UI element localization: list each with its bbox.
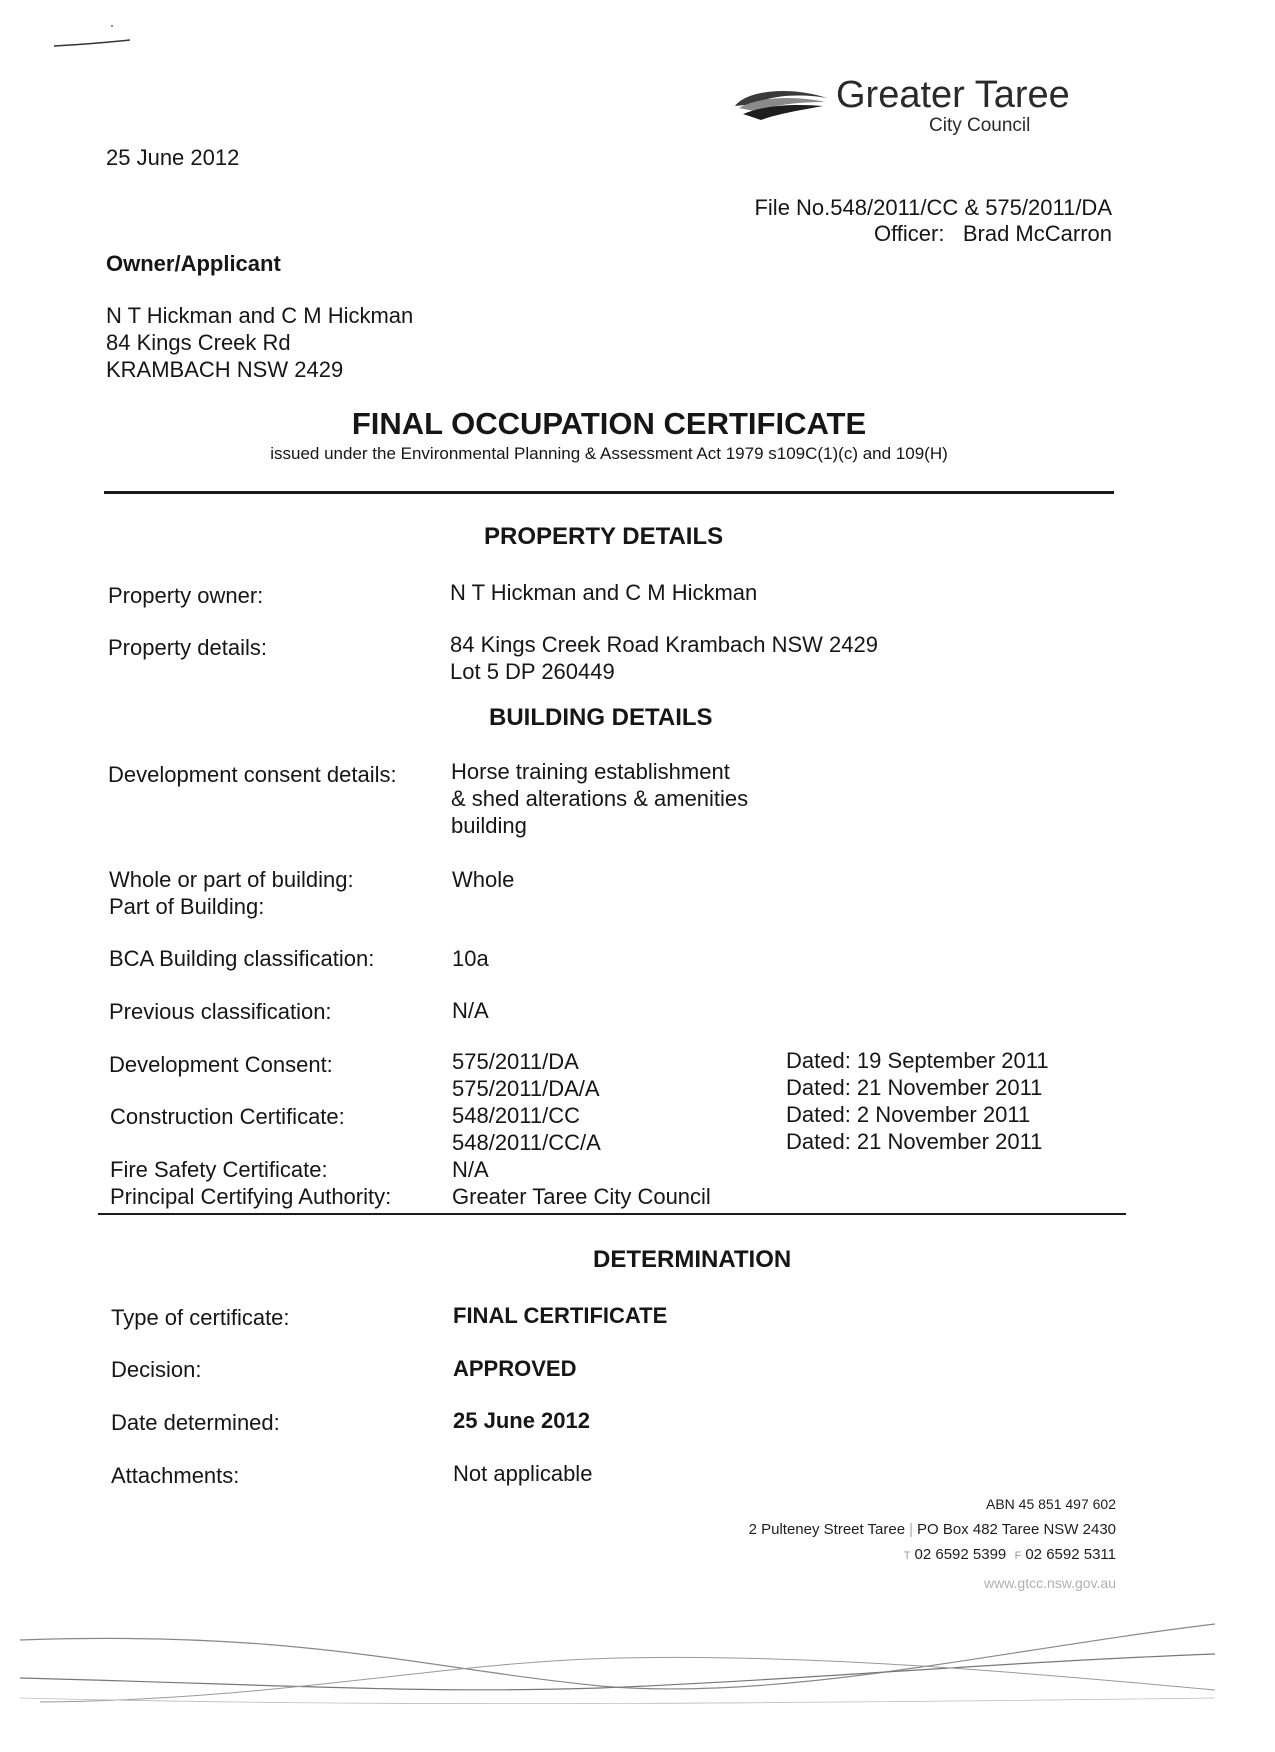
officer-label: Officer: [873, 221, 945, 246]
part-label: Part of Building: [109, 894, 265, 919]
fire-pca-values [452, 1156, 711, 1210]
decision-label: Decision: [111, 1357, 202, 1382]
scan-mark [50, 20, 140, 60]
consent-details-line: building [451, 813, 527, 838]
building-details-heading: BUILDING DETAILS [489, 704, 713, 731]
phone-tag: T [903, 1550, 911, 1562]
owner-address-block [106, 302, 413, 383]
address-separator: | [909, 1521, 913, 1538]
consent-dates [786, 1047, 1049, 1155]
date-determined-value: 25 June 2012 [453, 1408, 590, 1433]
fax-number: 02 6592 5311 [1025, 1546, 1116, 1563]
bca-classification-value: 10a [452, 946, 489, 971]
postal-address [749, 1520, 1116, 1539]
whole-value: Whole [452, 867, 515, 892]
fire-safety-value: N/A [452, 1157, 489, 1182]
phone-fax [749, 1545, 1116, 1566]
website-link[interactable]: www.gtcc.nsw.gov.au [983, 1575, 1116, 1591]
attachments-label: Attachments: [111, 1463, 240, 1488]
whole-label: Whole or part of building: [109, 867, 354, 892]
consent-number: 575/2011/DA [452, 1049, 579, 1074]
whole-or-part-label [109, 866, 354, 920]
phone-number: 02 6592 5399 [914, 1546, 1007, 1563]
officer-name: Brad McCarron [962, 221, 1112, 246]
letter-date: 25 June 2012 [106, 145, 240, 170]
dated-value: Dated: 19 September 2011 [786, 1048, 1049, 1073]
abn: ABN 45 851 497 602 [986, 1496, 1116, 1512]
consent-details-value [451, 758, 748, 839]
certificate-subtitle: issued under the Environmental Planning & Assessment Act 1979 s109C(1)(c) and 109(H) [270, 444, 948, 463]
street-address: 2 Pulteney Street Taree [748, 1521, 906, 1538]
date-determined-label: Date determined: [111, 1410, 280, 1435]
consent-details-line: Horse training establishment [451, 759, 730, 784]
consent-number: 575/2011/DA/A [452, 1076, 600, 1101]
footer-contact [749, 1495, 1116, 1593]
pca-value: Greater Taree City Council [452, 1184, 711, 1209]
file-number: File No.548/2011/CC & 575/2011/DA [754, 195, 1112, 220]
owner-heading: Owner/Applicant [106, 251, 281, 276]
certificate-number: 548/2011/CC [452, 1103, 581, 1128]
property-details-heading: PROPERTY DETAILS [484, 523, 724, 550]
footer-swoosh-decoration [0, 1610, 1230, 1720]
logo-subtitle: City Council [929, 115, 1031, 136]
fax-tag: F [1014, 1550, 1022, 1562]
property-details-value [450, 631, 878, 685]
decision-value: APPROVED [453, 1356, 577, 1381]
property-lot: Lot 5 DP 260449 [450, 659, 615, 684]
building-divider [98, 1213, 1126, 1215]
dated-value: Dated: 21 November 2011 [786, 1129, 1043, 1154]
property-details-label: Property details: [108, 635, 267, 660]
council-logo-icon [733, 84, 831, 124]
consent-details-line: & shed alterations & amenities [451, 786, 749, 811]
property-owner-label: Property owner: [108, 583, 264, 608]
fire-safety-label: Fire Safety Certificate: [110, 1157, 328, 1182]
development-consent-label: Development Consent: [109, 1052, 333, 1077]
construction-certificate-label: Construction Certificate: [110, 1104, 345, 1129]
previous-classification-value: N/A [452, 998, 489, 1023]
property-address: 84 Kings Creek Road Krambach NSW 2429 [450, 632, 878, 657]
consent-details-label: Development consent details: [108, 762, 397, 787]
attachments-value: Not applicable [453, 1461, 593, 1486]
certificate-title: FINAL OCCUPATION CERTIFICATE [351, 406, 867, 441]
property-owner-value: N T Hickman and C M Hickman [450, 580, 758, 605]
consent-numbers [452, 1048, 601, 1156]
pca-label: Principal Certifying Authority: [110, 1184, 392, 1209]
fire-pca-labels [110, 1156, 391, 1210]
previous-classification-label: Previous classification: [109, 999, 332, 1024]
dated-value: Dated: 21 November 2011 [786, 1075, 1043, 1100]
owner-name: N T Hickman and C M Hickman [106, 303, 414, 328]
certificate-type-label: Type of certificate: [111, 1305, 290, 1330]
bca-classification-label: BCA Building classification: [109, 946, 375, 971]
title-divider [104, 491, 1114, 494]
officer [874, 220, 1112, 247]
dated-value: Dated: 2 November 2011 [786, 1102, 1031, 1127]
logo-title: Greater Taree [836, 74, 1070, 116]
owner-address-line-2: KRAMBACH NSW 2429 [106, 357, 344, 382]
certificate-number: 548/2011/CC/A [452, 1130, 601, 1155]
po-box-address: PO Box 482 Taree NSW 2430 [917, 1521, 1116, 1538]
owner-address-line-1: 84 Kings Creek Rd [106, 330, 291, 355]
certificate-type-value: FINAL CERTIFICATE [453, 1303, 668, 1328]
determination-heading: DETERMINATION [593, 1246, 792, 1273]
